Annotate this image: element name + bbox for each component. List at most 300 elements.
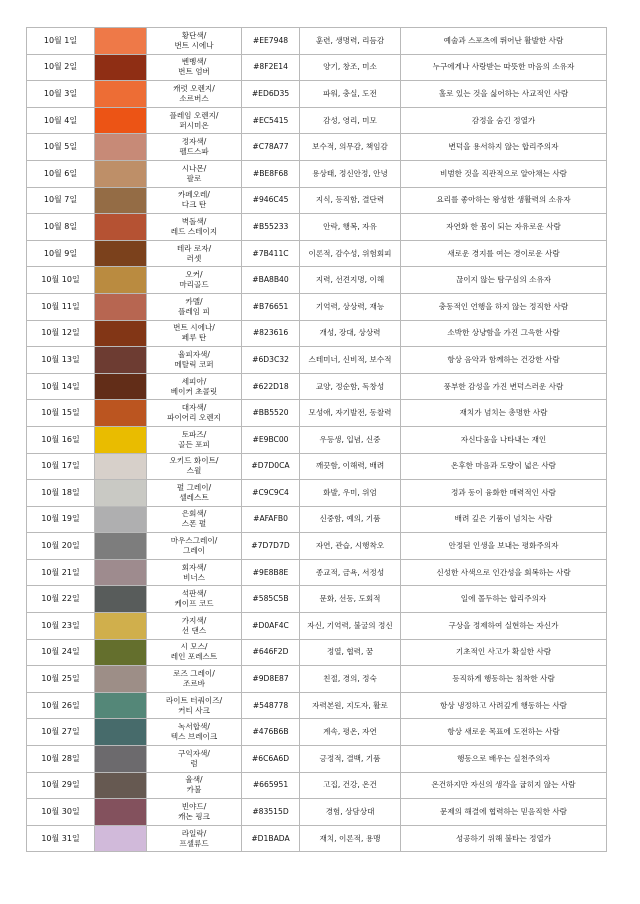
table-row (27, 54, 607, 81)
color-swatch-cell (95, 293, 147, 320)
hex-code-cell: #C9C9C4 (242, 480, 300, 507)
date-cell: 10월 8일 (27, 214, 95, 241)
color-swatch-cell (95, 240, 147, 267)
keywords-cell: 친절, 경의, 정숙 (300, 666, 401, 693)
date-cell: 10월 4일 (27, 107, 95, 134)
keywords-cell: 개성, 장대, 상상력 (300, 320, 401, 347)
description-cell: 풍부한 감성을 가진 변덕스러운 사람 (401, 373, 607, 400)
description-cell: 누구에게나 사랑받는 따뜻한 마음의 소유자 (401, 54, 607, 81)
table-row (27, 586, 607, 613)
color-name-cell (147, 107, 242, 134)
table-row (27, 559, 607, 586)
color-name-english: 퍼시미온 (179, 120, 209, 130)
color-name-english: 스폰 펄 (181, 519, 207, 529)
color-swatch (95, 666, 146, 692)
date-cell: 10월 19일 (27, 506, 95, 533)
description-cell: 온건하지만 자신의 생각을 굽히지 않는 사람 (401, 772, 607, 799)
color-name-korean: 오키드 화이트/ (169, 456, 219, 466)
color-swatch-cell (95, 214, 147, 241)
color-swatch (95, 640, 146, 666)
description-cell: 재치가 넘치는 총명한 사람 (401, 400, 607, 427)
color-name-cell (147, 825, 242, 852)
color-name-english: 럼 (190, 758, 198, 768)
description-cell: 항상 냉정하고 사려깊게 행동하는 사람 (401, 692, 607, 719)
color-name-english: 팔로 (186, 173, 202, 183)
keywords-cell: 이론적, 감수성, 위험회피 (300, 240, 401, 267)
color-swatch (95, 188, 146, 214)
description-cell: 끊이지 않는 탐구심의 소유자 (401, 267, 607, 294)
date-cell: 10월 18일 (27, 480, 95, 507)
table-row (27, 772, 607, 799)
date-cell: 10월 2일 (27, 54, 95, 81)
keywords-cell: 우등생, 입념, 신중 (300, 426, 401, 453)
color-name-cell (147, 28, 242, 55)
color-swatch (95, 507, 146, 533)
color-swatch-cell (95, 373, 147, 400)
color-name-english: 스윌 (186, 466, 202, 476)
color-name-english: 캐논 핑크 (178, 812, 210, 822)
color-name-korean: 라이트 터쿼이즈/ (165, 695, 223, 705)
color-name-korean: 시 모스/ (180, 642, 208, 652)
color-name-korean: 카페오레/ (178, 190, 210, 200)
color-swatch-cell (95, 54, 147, 81)
color-name-cell (147, 320, 242, 347)
color-name-korean: 율피자색/ (178, 349, 210, 359)
color-swatch-cell (95, 825, 147, 852)
color-name-cell (147, 719, 242, 746)
color-name-cell (147, 613, 242, 640)
color-swatch (95, 267, 146, 293)
table-row (27, 400, 607, 427)
color-swatch (95, 294, 146, 320)
keywords-cell: 양기, 창조, 미소 (300, 54, 401, 81)
date-cell: 10월 3일 (27, 81, 95, 108)
date-cell: 10월 7일 (27, 187, 95, 214)
color-name-korean: 캐럿 오렌지/ (173, 83, 215, 93)
color-swatch-cell (95, 586, 147, 613)
description-cell: 비범한 것을 직관적으로 알아채는 사람 (401, 160, 607, 187)
date-cell: 10월 13일 (27, 347, 95, 374)
color-name-english: 번트 엄버 (178, 67, 210, 77)
date-cell: 10월 10일 (27, 267, 95, 294)
color-name-english: 카불 (186, 785, 202, 795)
hex-code-cell: #6D3C32 (242, 347, 300, 374)
table-row (27, 613, 607, 640)
date-cell: 10월 20일 (27, 533, 95, 560)
table-row (27, 666, 607, 693)
table-row (27, 639, 607, 666)
color-swatch-cell (95, 400, 147, 427)
color-swatch-cell (95, 506, 147, 533)
hex-code-cell: #C78A77 (242, 134, 300, 161)
color-name-cell (147, 81, 242, 108)
color-swatch-cell (95, 772, 147, 799)
hex-code-cell: #665951 (242, 772, 300, 799)
description-cell: 안정된 인생을 보내는 평화주의자 (401, 533, 607, 560)
description-cell: 새로운 경지를 여는 경이로운 사람 (401, 240, 607, 267)
keywords-cell: 감성, 영리, 미모 (300, 107, 401, 134)
color-swatch (95, 241, 146, 267)
hex-code-cell: #83515D (242, 799, 300, 826)
color-name-korean: 은회색/ (181, 509, 207, 519)
color-name-english: 비너스 (182, 572, 205, 582)
date-cell: 10월 9일 (27, 240, 95, 267)
hex-code-cell: #EC5415 (242, 107, 300, 134)
color-name-cell (147, 746, 242, 773)
color-name-korean: 빈야드/ (181, 802, 207, 812)
color-name-english: 레드 스테이지 (170, 226, 218, 236)
color-name-english: 마리골드 (179, 280, 209, 290)
description-cell: 충동적인 언행을 하지 않는 정직한 사람 (401, 293, 607, 320)
color-name-korean: 라일락/ (181, 828, 207, 838)
color-name-cell (147, 586, 242, 613)
description-cell: 자신다움을 나타내는 재인 (401, 426, 607, 453)
date-cell: 10월 14일 (27, 373, 95, 400)
date-cell: 10월 26일 (27, 692, 95, 719)
color-name-korean: 가지색/ (181, 615, 207, 625)
keywords-cell: 스테미너, 신비적, 보수적 (300, 347, 401, 374)
keywords-cell: 안락, 행복, 자유 (300, 214, 401, 241)
color-name-korean: 플레임 오렌지/ (169, 110, 219, 120)
description-cell: 일에 몰두하는 합리주의자 (401, 586, 607, 613)
table-row (27, 373, 607, 400)
description-cell: 예술과 스포츠에 뛰어난 활발한 사람 (401, 28, 607, 55)
color-swatch-cell (95, 426, 147, 453)
table-row (27, 28, 607, 55)
birth-color-table (26, 27, 607, 852)
date-cell: 10월 22일 (27, 586, 95, 613)
date-cell: 10월 1일 (27, 28, 95, 55)
color-name-english: 프셀류드 (179, 838, 209, 848)
color-swatch (95, 773, 146, 799)
color-name-cell (147, 453, 242, 480)
description-cell: 구상을 정제하여 실현하는 자신가 (401, 613, 607, 640)
date-cell: 10월 16일 (27, 426, 95, 453)
hex-code-cell: #AFAFB0 (242, 506, 300, 533)
color-name-english: 베이커 초콜릿 (170, 386, 218, 396)
hex-code-cell: #D1BADA (242, 825, 300, 852)
table-row (27, 825, 607, 852)
color-swatch (95, 321, 146, 347)
color-name-korean: 시나몬/ (181, 163, 207, 173)
hex-code-cell: #BE8F68 (242, 160, 300, 187)
table-row (27, 187, 607, 214)
color-name-cell (147, 214, 242, 241)
date-cell: 10월 25일 (27, 666, 95, 693)
color-swatch (95, 214, 146, 240)
color-swatch (95, 108, 146, 134)
keywords-cell: 자력본원, 지도자, 활로 (300, 692, 401, 719)
table-row (27, 214, 607, 241)
color-name-cell (147, 400, 242, 427)
description-cell: 항상 새로운 목표에 도전하는 사람 (401, 719, 607, 746)
hex-code-cell: #E9BC00 (242, 426, 300, 453)
table-row (27, 426, 607, 453)
color-name-cell (147, 639, 242, 666)
keywords-cell: 정열, 협력, 꿈 (300, 639, 401, 666)
color-swatch-cell (95, 347, 147, 374)
color-name-cell (147, 240, 242, 267)
color-swatch (95, 799, 146, 825)
color-name-english: 텍스 브레이크 (170, 732, 218, 742)
keywords-cell: 깨끗함, 이해력, 배려 (300, 453, 401, 480)
color-name-korean: 구익자색/ (178, 748, 210, 758)
hex-code-cell: #7D7D7D (242, 533, 300, 560)
description-cell: 정과 동이 융화한 매력적인 사람 (401, 480, 607, 507)
table-row (27, 692, 607, 719)
table-row (27, 267, 607, 294)
color-swatch (95, 826, 146, 852)
color-name-cell (147, 666, 242, 693)
color-name-english: 다크 탄 (181, 200, 207, 210)
hex-code-cell: #6C6A6D (242, 746, 300, 773)
color-name-korean: 벽돌색/ (181, 216, 207, 226)
color-swatch-cell (95, 267, 147, 294)
description-cell: 소박한 상냥함을 가진 그윽한 사람 (401, 320, 607, 347)
color-swatch-cell (95, 746, 147, 773)
description-cell: 요리를 좋아하는 왕성한 생활력의 소유자 (401, 187, 607, 214)
color-swatch-cell (95, 533, 147, 560)
color-name-korean: 마우스그레이/ (170, 536, 218, 546)
keywords-cell: 훈련, 생명력, 리듬감 (300, 28, 401, 55)
date-cell: 10월 5일 (27, 134, 95, 161)
color-name-cell (147, 772, 242, 799)
color-name-cell (147, 54, 242, 81)
color-swatch (95, 746, 146, 772)
table-row (27, 506, 607, 533)
date-cell: 10월 31일 (27, 825, 95, 852)
table-row (27, 293, 607, 320)
date-cell: 10월 11일 (27, 293, 95, 320)
color-swatch (95, 560, 146, 586)
keywords-cell: 경험, 상담상대 (300, 799, 401, 826)
table-row (27, 81, 607, 108)
date-cell: 10월 12일 (27, 320, 95, 347)
table-row (27, 533, 607, 560)
color-swatch-cell (95, 134, 147, 161)
hex-code-cell: #BB5520 (242, 400, 300, 427)
hex-code-cell: #646F2D (242, 639, 300, 666)
keywords-cell: 지력, 선견지명, 이해 (300, 267, 401, 294)
color-swatch (95, 161, 146, 187)
date-cell: 10월 30일 (27, 799, 95, 826)
color-name-korean: 오커/ (185, 270, 203, 280)
color-swatch (95, 400, 146, 426)
color-name-cell (147, 187, 242, 214)
color-swatch-cell (95, 107, 147, 134)
color-name-korean: 녹서합색/ (178, 722, 210, 732)
color-swatch (95, 719, 146, 745)
keywords-cell: 모성애, 자기발전, 동찰력 (300, 400, 401, 427)
color-name-korean: 카멜/ (185, 296, 203, 306)
color-swatch (95, 374, 146, 400)
color-name-english: 파이어리 오렌지 (167, 413, 221, 423)
color-swatch-cell (95, 719, 147, 746)
description-cell: 등직하게 행동하는 침착한 사람 (401, 666, 607, 693)
keywords-cell: 종교적, 금욕, 서정성 (300, 559, 401, 586)
color-name-cell (147, 480, 242, 507)
date-cell: 10월 23일 (27, 613, 95, 640)
hex-code-cell: #823616 (242, 320, 300, 347)
color-name-korean: 석판색/ (181, 589, 207, 599)
color-name-english: 펠드스파 (179, 147, 209, 157)
table-row (27, 320, 607, 347)
color-swatch-cell (95, 453, 147, 480)
keywords-cell: 교양, 정순함, 독창성 (300, 373, 401, 400)
table-row (27, 134, 607, 161)
table-row (27, 347, 607, 374)
color-name-cell (147, 426, 242, 453)
color-name-korean: 정자색/ (181, 137, 207, 147)
keywords-cell: 보수적, 의무감, 책임감 (300, 134, 401, 161)
keywords-cell: 파워, 충실, 도전 (300, 81, 401, 108)
date-cell: 10월 17일 (27, 453, 95, 480)
color-swatch-cell (95, 639, 147, 666)
description-cell: 성공하기 위해 불타는 정열가 (401, 825, 607, 852)
color-name-cell (147, 134, 242, 161)
table-row (27, 719, 607, 746)
keywords-cell: 자신, 기억력, 불굴의 정신 (300, 613, 401, 640)
color-name-english: 그레이 (182, 546, 205, 556)
color-name-korean: 황단색/ (181, 30, 207, 40)
color-swatch (95, 480, 146, 506)
color-name-korean: 세피아/ (181, 376, 207, 386)
color-swatch (95, 613, 146, 639)
hex-code-cell: #EE7948 (242, 28, 300, 55)
color-name-korean: 펄 그레이/ (176, 482, 212, 492)
table-row (27, 240, 607, 267)
color-name-korean: 율색/ (185, 775, 203, 785)
keywords-cell: 재치, 이론적, 용맹 (300, 825, 401, 852)
color-swatch-cell (95, 81, 147, 108)
description-cell: 행동으로 배우는 실천주의자 (401, 746, 607, 773)
color-name-english: 케이프 코드 (174, 599, 214, 609)
hex-code-cell: #476B6B (242, 719, 300, 746)
color-swatch-cell (95, 559, 147, 586)
color-name-english: 페루 탄 (181, 333, 207, 343)
color-swatch (95, 28, 146, 54)
date-cell: 10월 28일 (27, 746, 95, 773)
color-name-cell (147, 347, 242, 374)
color-name-english: 플레임 피 (178, 306, 210, 316)
color-swatch (95, 134, 146, 160)
color-name-english: 커티 사크 (178, 705, 210, 715)
color-swatch-cell (95, 480, 147, 507)
description-cell: 문제의 해결에 협력하는 믿음직한 사람 (401, 799, 607, 826)
color-name-cell (147, 692, 242, 719)
color-name-korean: 토파즈/ (181, 429, 207, 439)
hex-code-cell: #ED6D35 (242, 81, 300, 108)
table-row (27, 799, 607, 826)
hex-code-cell: #9D8E87 (242, 666, 300, 693)
description-cell: 기초적인 사고가 확실한 사람 (401, 639, 607, 666)
color-name-korean: 회자색/ (181, 562, 207, 572)
color-name-cell (147, 799, 242, 826)
color-swatch (95, 533, 146, 559)
hex-code-cell: #585C5B (242, 586, 300, 613)
keywords-cell: 고집, 건강, 온건 (300, 772, 401, 799)
hex-code-cell: #BA8B40 (242, 267, 300, 294)
color-swatch-cell (95, 692, 147, 719)
description-cell: 감정을 숨긴 정열가 (401, 107, 607, 134)
color-name-english: 레인 포레스트 (170, 652, 218, 662)
color-swatch (95, 427, 146, 453)
color-name-english: 소르버스 (179, 93, 209, 103)
hex-code-cell: #8F2E14 (242, 54, 300, 81)
keywords-cell: 긍정적, 결백, 기품 (300, 746, 401, 773)
color-swatch (95, 55, 146, 81)
hex-code-cell: #7B411C (242, 240, 300, 267)
color-name-english: 조르바 (182, 679, 205, 689)
color-name-english: 셀레스트 (179, 492, 209, 502)
description-cell: 배려 깊은 기품이 넘치는 사람 (401, 506, 607, 533)
hex-code-cell: #B55233 (242, 214, 300, 241)
color-swatch (95, 586, 146, 612)
description-cell: 온후한 마음과 도량이 넓은 사람 (401, 453, 607, 480)
description-cell: 항상 음악과 함께하는 건강한 사람 (401, 347, 607, 374)
date-cell: 10월 21일 (27, 559, 95, 586)
keywords-cell: 신중함, 예의, 기품 (300, 506, 401, 533)
color-swatch-cell (95, 666, 147, 693)
keywords-cell: 용상태, 정신안정, 안녕 (300, 160, 401, 187)
color-name-korean: 번트 시에나/ (173, 323, 215, 333)
color-swatch-cell (95, 613, 147, 640)
hex-code-cell: #D0AF4C (242, 613, 300, 640)
color-swatch-cell (95, 160, 147, 187)
keywords-cell: 자연, 관습, 시행착오 (300, 533, 401, 560)
description-cell: 홀로 있는 것을 싫어하는 사교적인 사람 (401, 81, 607, 108)
color-swatch-cell (95, 28, 147, 55)
description-cell: 변덕을 용서하지 않는 합리주의자 (401, 134, 607, 161)
date-cell: 10월 27일 (27, 719, 95, 746)
color-name-korean: 벤벵색/ (181, 57, 207, 67)
color-swatch-cell (95, 320, 147, 347)
hex-code-cell: #548778 (242, 692, 300, 719)
color-swatch-cell (95, 799, 147, 826)
hex-code-cell: #946C45 (242, 187, 300, 214)
hex-code-cell: #622D18 (242, 373, 300, 400)
date-cell: 10월 24일 (27, 639, 95, 666)
color-swatch (95, 347, 146, 373)
color-name-english: 메탈릭 코퍼 (174, 359, 214, 369)
hex-code-cell: #D7D0CA (242, 453, 300, 480)
color-name-cell (147, 533, 242, 560)
color-swatch (95, 693, 146, 719)
color-name-cell (147, 506, 242, 533)
color-name-english: 골든 포피 (178, 439, 210, 449)
color-name-english: 러셋 (186, 253, 202, 263)
table-row (27, 480, 607, 507)
color-swatch (95, 81, 146, 107)
description-cell: 자연화 한 몸이 되는 자유로운 사람 (401, 214, 607, 241)
keywords-cell: 기억력, 상상력, 재능 (300, 293, 401, 320)
date-cell: 10월 6일 (27, 160, 95, 187)
table-row (27, 746, 607, 773)
color-name-cell (147, 373, 242, 400)
table-body (27, 28, 607, 852)
date-cell: 10월 29일 (27, 772, 95, 799)
color-swatch (95, 454, 146, 480)
hex-code-cell: #B76651 (242, 293, 300, 320)
keywords-cell: 화발, 우미, 위엄 (300, 480, 401, 507)
hex-code-cell: #9E8B8E (242, 559, 300, 586)
color-name-english: 선 댄스 (181, 625, 207, 635)
color-name-korean: 로즈 그레이/ (173, 669, 215, 679)
color-name-cell (147, 559, 242, 586)
color-name-cell (147, 160, 242, 187)
color-swatch-cell (95, 187, 147, 214)
color-name-cell (147, 293, 242, 320)
